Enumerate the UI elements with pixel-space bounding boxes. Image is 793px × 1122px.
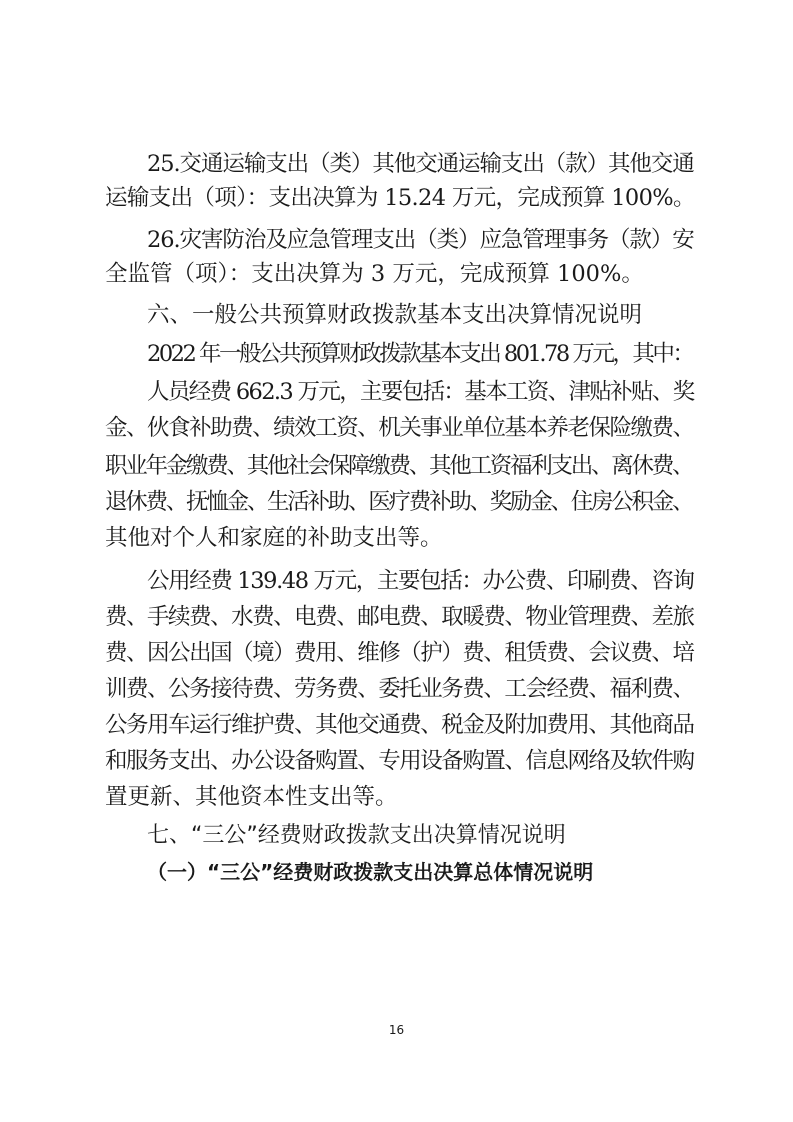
text-line: 26.灾害防治及应急管理支出（类）应急管理事务（款）安 [147,227,694,253]
text-line: 费、因公出国（境）费用、维修（护）费、租赁费、会议费、培 [105,640,694,666]
text-line: 置更新、其他资本性支出等。 [105,784,398,810]
text-line: 2022 年一般公共预算财政拨款基本支出 801.78 万元，其中： [147,341,693,367]
text-line: 费、手续费、水费、电费、邮电费、取暖费、物业管理费、差旅 [105,604,694,630]
text-line: 全监管（项）：支出决算为 3 万元，完成预算 100%。 [105,261,644,287]
section-heading-6: 六、一般公共预算财政拨款基本支出决算情况说明 [147,302,643,328]
text-line: 人员经费 662.3 万元，主要包括：基本工资、津贴补贴、奖 [147,379,694,405]
text-line: 公用经费 139.48 万元，主要包括：办公费、印刷费、咨询 [147,568,694,594]
page-number: 16 [388,1023,405,1037]
text-line: 其他对个人和家庭的补助支出等。 [105,525,443,551]
text-line: 训费、公务接待费、劳务费、委托业务费、工会经费、福利费、 [105,676,694,702]
text-line: 和服务支出、办公设备购置、专用设备购置、信息网络及软件购 [105,748,694,774]
text-line: 运输支出（项）：支出决算为 15.24 万元，完成预算 100%。 [105,185,695,211]
text-line: 公务用车运行维护费、其他交通费、税金及附加费用、其他商品 [105,712,694,738]
text-line: 退休费、抚恤金、生活补助、医疗费补助、奖励金、住房公积金、 [105,489,693,515]
text-line: 25.交通运输支出（类）其他交通运输支出（款）其他交通 [147,151,694,177]
sub-heading: （一）“三公”经费财政拨款支出决算总体情况说明 [147,860,594,884]
text-line: 职业年金缴费、其他社会保障缴费、其他工资福利支出、离休费、 [105,453,693,479]
text-line: 金、伙食补助费、绩效工资、机关事业单位基本养老保险缴费、 [105,415,694,441]
section-heading-7: 七、“三公”经费财政拨款支出决算情况说明 [147,823,566,848]
